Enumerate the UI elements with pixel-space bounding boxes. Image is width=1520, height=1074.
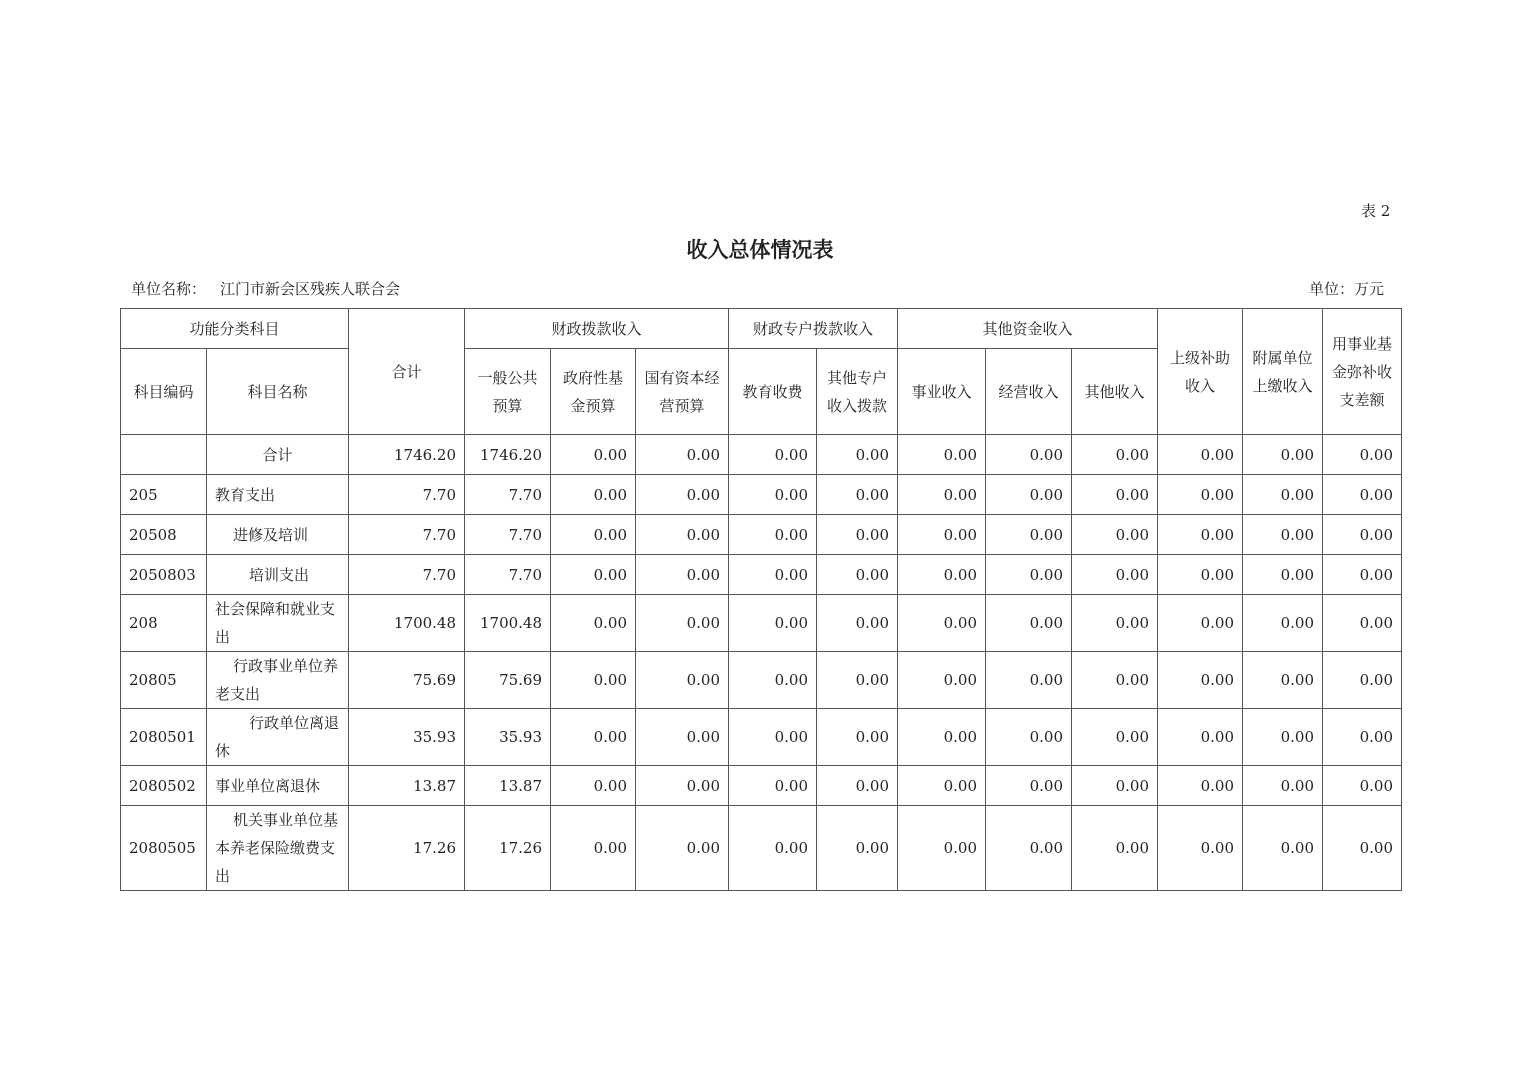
amount-cell: 0.00 xyxy=(898,515,986,555)
table-row xyxy=(121,595,1402,652)
amount-cell: 0.00 xyxy=(551,806,636,891)
amount-cell: 0.00 xyxy=(1323,555,1402,595)
amount-cell: 1746.20 xyxy=(349,435,465,475)
amount-cell: 0.00 xyxy=(1243,652,1323,709)
amount-cell: 0.00 xyxy=(817,515,898,555)
amount-cell: 35.93 xyxy=(349,709,465,766)
amount-cell: 7.70 xyxy=(465,515,551,555)
amount-cell: 0.00 xyxy=(636,709,729,766)
header-operating: 经营收入 xyxy=(986,349,1072,435)
amount-cell: 0.00 xyxy=(986,515,1072,555)
subject-code xyxy=(121,435,207,475)
table-row xyxy=(121,475,1402,515)
subject-code: 208 xyxy=(121,595,207,652)
header-name: 科目名称 xyxy=(207,349,349,435)
amount-cell: 17.26 xyxy=(465,806,551,891)
amount-cell: 0.00 xyxy=(636,652,729,709)
amount-cell: 7.70 xyxy=(465,555,551,595)
amount-cell: 0.00 xyxy=(1158,652,1243,709)
header-special: 财政专户拨款收入 xyxy=(729,309,898,349)
subject-code: 2080501 xyxy=(121,709,207,766)
subject-code: 20805 xyxy=(121,652,207,709)
header-superior: 上级补助收入 xyxy=(1158,309,1243,435)
amount-cell: 0.00 xyxy=(898,555,986,595)
amount-cell: 0.00 xyxy=(817,595,898,652)
amount-cell: 0.00 xyxy=(1243,709,1323,766)
amount-cell: 0.00 xyxy=(729,435,817,475)
amount-cell: 0.00 xyxy=(1243,475,1323,515)
amount-cell: 0.00 xyxy=(551,652,636,709)
amount-cell: 0.00 xyxy=(729,595,817,652)
subject-name: 进修及培训 xyxy=(207,515,349,555)
amount-cell: 0.00 xyxy=(817,766,898,806)
amount-cell: 0.00 xyxy=(1072,766,1158,806)
amount-cell: 0.00 xyxy=(1158,806,1243,891)
header-fiscal: 财政拨款收入 xyxy=(465,309,729,349)
amount-cell: 0.00 xyxy=(986,652,1072,709)
amount-cell: 0.00 xyxy=(551,435,636,475)
header-other-funds: 其他资金收入 xyxy=(898,309,1158,349)
table-header xyxy=(121,309,1402,435)
amount-cell: 0.00 xyxy=(986,435,1072,475)
header-other-income: 其他收入 xyxy=(1072,349,1158,435)
header-gov-fund: 政府性基金预算 xyxy=(551,349,636,435)
amount-cell: 0.00 xyxy=(898,709,986,766)
amount-cell: 0.00 xyxy=(1243,595,1323,652)
table-number: 表 2 xyxy=(1361,202,1391,220)
amount-cell: 0.00 xyxy=(1323,435,1402,475)
amount-cell: 0.00 xyxy=(817,806,898,891)
amount-cell: 0.00 xyxy=(729,555,817,595)
amount-cell: 0.00 xyxy=(729,515,817,555)
table-row xyxy=(121,709,1402,766)
amount-cell: 0.00 xyxy=(551,555,636,595)
amount-cell: 0.00 xyxy=(1072,595,1158,652)
amount-cell: 1746.20 xyxy=(465,435,551,475)
subject-name: 事业单位离退休 xyxy=(207,766,349,806)
subject-code: 2050803 xyxy=(121,555,207,595)
amount-cell: 0.00 xyxy=(1323,766,1402,806)
amount-cell: 1700.48 xyxy=(349,595,465,652)
amount-cell: 17.26 xyxy=(349,806,465,891)
amount-cell: 0.00 xyxy=(1158,435,1243,475)
amount-cell: 0.00 xyxy=(1323,475,1402,515)
amount-cell: 0.00 xyxy=(986,766,1072,806)
unit-name-label: 单位名称： xyxy=(131,280,207,298)
amount-cell: 7.70 xyxy=(349,555,465,595)
amount-cell: 0.00 xyxy=(1323,652,1402,709)
subject-name: 机关事业单位基本养老保险缴费支出 xyxy=(207,806,349,891)
amount-cell: 75.69 xyxy=(465,652,551,709)
header-code: 科目编码 xyxy=(121,349,207,435)
table-body xyxy=(121,435,1402,891)
header-affiliated: 附属单位上缴收入 xyxy=(1243,309,1323,435)
amount-cell: 0.00 xyxy=(1158,475,1243,515)
header-func: 功能分类科目 xyxy=(121,309,349,349)
amount-cell: 0.00 xyxy=(898,806,986,891)
amount-cell: 0.00 xyxy=(1072,806,1158,891)
amount-cell: 0.00 xyxy=(1072,515,1158,555)
amount-cell: 0.00 xyxy=(898,652,986,709)
amount-cell: 0.00 xyxy=(1072,435,1158,475)
amount-cell: 0.00 xyxy=(1243,766,1323,806)
amount-cell: 1700.48 xyxy=(465,595,551,652)
amount-cell: 0.00 xyxy=(1158,595,1243,652)
table-row xyxy=(121,652,1402,709)
amount-cell: 0.00 xyxy=(1243,435,1323,475)
amount-cell: 0.00 xyxy=(1323,595,1402,652)
amount-cell: 0.00 xyxy=(551,475,636,515)
amount-cell: 0.00 xyxy=(729,766,817,806)
amount-cell: 75.69 xyxy=(349,652,465,709)
amount-cell: 0.00 xyxy=(898,435,986,475)
amount-cell: 0.00 xyxy=(636,806,729,891)
amount-cell: 0.00 xyxy=(1243,555,1323,595)
amount-cell: 0.00 xyxy=(1323,806,1402,891)
unit-name-value: 江门市新会区残疾人联合会 xyxy=(220,280,401,298)
amount-cell: 0.00 xyxy=(986,709,1072,766)
amount-cell: 0.00 xyxy=(986,555,1072,595)
amount-cell: 0.00 xyxy=(1243,515,1323,555)
amount-cell: 0.00 xyxy=(551,709,636,766)
amount-cell: 0.00 xyxy=(636,515,729,555)
amount-cell: 13.87 xyxy=(465,766,551,806)
page-title: 收入总体情况表 xyxy=(686,237,834,262)
amount-cell: 0.00 xyxy=(817,709,898,766)
amount-cell: 0.00 xyxy=(729,709,817,766)
amount-cell: 13.87 xyxy=(349,766,465,806)
subject-code: 2080502 xyxy=(121,766,207,806)
amount-cell: 7.70 xyxy=(465,475,551,515)
amount-cell: 0.00 xyxy=(729,806,817,891)
amount-cell: 0.00 xyxy=(986,595,1072,652)
amount-cell: 0.00 xyxy=(636,766,729,806)
amount-cell: 0.00 xyxy=(636,475,729,515)
header-general: 一般公共预算 xyxy=(465,349,551,435)
header-business: 事业收入 xyxy=(898,349,986,435)
amount-cell: 0.00 xyxy=(1158,555,1243,595)
header-reserve: 用事业基金弥补收支差额 xyxy=(1323,309,1402,435)
amount-cell: 0.00 xyxy=(636,435,729,475)
amount-cell: 0.00 xyxy=(1243,806,1323,891)
amount-cell: 0.00 xyxy=(1072,475,1158,515)
subject-name: 社会保障和就业支出 xyxy=(207,595,349,652)
subject-code: 205 xyxy=(121,475,207,515)
header-edu-fee: 教育收费 xyxy=(729,349,817,435)
amount-cell: 0.00 xyxy=(1323,709,1402,766)
amount-cell: 0.00 xyxy=(729,652,817,709)
amount-cell: 7.70 xyxy=(349,515,465,555)
header-state-capital: 国有资本经营预算 xyxy=(636,349,729,435)
amount-cell: 0.00 xyxy=(1072,555,1158,595)
unit-name xyxy=(131,278,400,299)
subject-code: 20508 xyxy=(121,515,207,555)
amount-cell: 0.00 xyxy=(817,475,898,515)
amount-cell: 0.00 xyxy=(636,595,729,652)
subject-name: 教育支出 xyxy=(207,475,349,515)
subject-name: 行政单位离退休 xyxy=(207,709,349,766)
income-table xyxy=(120,308,1402,891)
subject-name: 培训支出 xyxy=(207,555,349,595)
amount-cell: 0.00 xyxy=(898,595,986,652)
amount-cell: 0.00 xyxy=(551,515,636,555)
amount-cell: 0.00 xyxy=(1158,515,1243,555)
amount-cell: 0.00 xyxy=(986,806,1072,891)
amount-cell: 0.00 xyxy=(551,766,636,806)
amount-cell: 0.00 xyxy=(817,652,898,709)
amount-cell: 0.00 xyxy=(1072,652,1158,709)
subject-code: 2080505 xyxy=(121,806,207,891)
amount-cell: 0.00 xyxy=(729,475,817,515)
amount-cell: 0.00 xyxy=(1323,515,1402,555)
header-other-special: 其他专户收入拨款 xyxy=(817,349,898,435)
amount-cell: 7.70 xyxy=(349,475,465,515)
amount-cell: 0.00 xyxy=(817,555,898,595)
subject-name: 合计 xyxy=(207,435,349,475)
table-row xyxy=(121,806,1402,891)
amount-cell: 0.00 xyxy=(551,595,636,652)
unit-label: 单位：万元 xyxy=(1309,280,1385,298)
amount-cell: 0.00 xyxy=(1158,709,1243,766)
amount-cell: 35.93 xyxy=(465,709,551,766)
amount-cell: 0.00 xyxy=(1072,709,1158,766)
table-row xyxy=(121,515,1402,555)
amount-cell: 0.00 xyxy=(898,766,986,806)
amount-cell: 0.00 xyxy=(986,475,1072,515)
amount-cell: 0.00 xyxy=(817,435,898,475)
amount-cell: 0.00 xyxy=(1158,766,1243,806)
subject-name: 行政事业单位养老支出 xyxy=(207,652,349,709)
amount-cell: 0.00 xyxy=(636,555,729,595)
table-row xyxy=(121,435,1402,475)
table-row xyxy=(121,766,1402,806)
amount-cell: 0.00 xyxy=(898,475,986,515)
header-total: 合计 xyxy=(349,309,465,435)
table-row xyxy=(121,555,1402,595)
